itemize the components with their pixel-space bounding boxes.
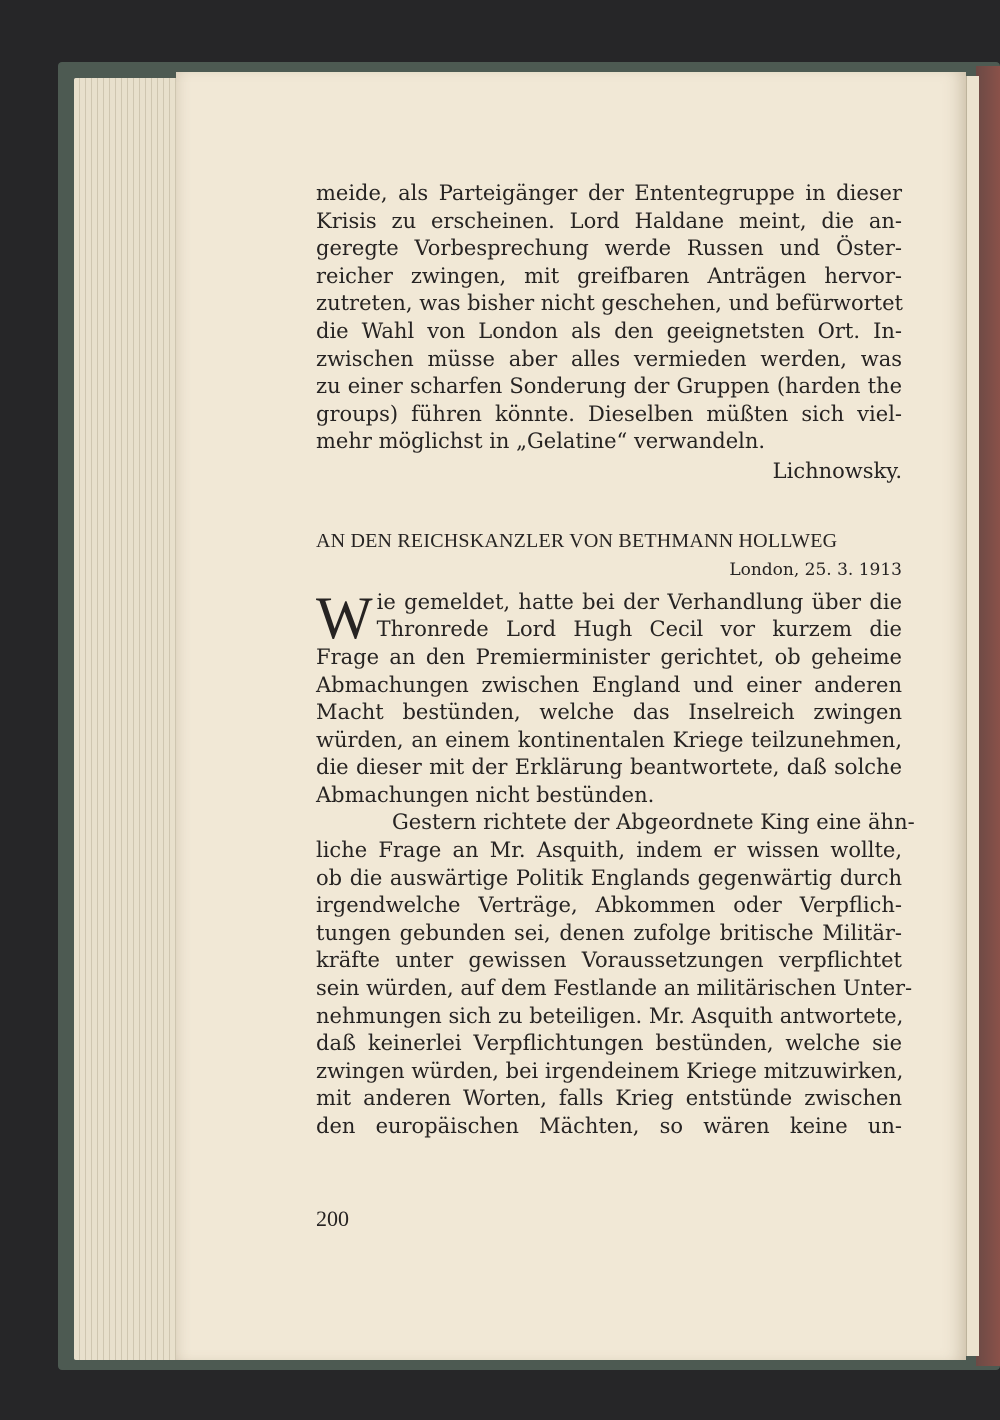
- page-gutter: [966, 76, 979, 1356]
- paragraph-1: [316, 180, 902, 456]
- text-line: groups) führen könnte. Dieselben müßten sich viel-: [316, 401, 902, 426]
- text-line: zutreten, was bisher nicht geschehen, und befürwortet: [316, 291, 903, 316]
- text-line: ob die auswärtige Politik Englands gegenwärtig durch: [316, 865, 902, 890]
- text-line: liche Frage an Mr. Asquith, indem er wissen wollte,: [316, 838, 902, 863]
- text-line: daß keinerlei Verpflichtungen bestünden, welche sie: [316, 1031, 902, 1056]
- text-line: tungen gebunden sei, denen zufolge britische Militär-: [316, 920, 902, 945]
- text-line: zu einer scharfen Sonderung der Gruppen (harden the: [316, 374, 902, 399]
- text-line: zwingen würden, bei irgendeinem Kriege mitzuwirken,: [316, 1058, 904, 1083]
- text-line: würden, an einem kontinentalen Kriege teilzunehmen,: [316, 727, 902, 752]
- text-line: die Wahl von London als den geeignetsten Ort. In-: [316, 318, 902, 343]
- text-line: nehmungen sich zu beteiligen. Mr. Asquith antwortete,: [316, 1003, 904, 1028]
- text-line: meide, als Parteigänger der Ententegruppe in dieser: [316, 181, 902, 205]
- text-line: geregte Vorbesprechung werde Russen und Öster-: [316, 236, 902, 261]
- page-number: 200: [316, 1206, 349, 1231]
- text-line: sein würden, auf dem Festlande an militärischen Unter-: [316, 976, 913, 1001]
- text-line: Abmachungen zwischen England und einer anderen: [316, 672, 902, 697]
- text-line: zwischen müsse aber alles vermieden werden, was: [316, 346, 902, 371]
- text-line: mehr möglichst in „Gelatine“ verwandeln.: [316, 429, 766, 454]
- text-line: den europäischen Mächten, so wären keine un-: [316, 1114, 902, 1138]
- paragraph-3: [316, 809, 915, 1140]
- dateline: London, 25. 3. 1913: [729, 560, 902, 581]
- paragraph-2: [316, 584, 902, 810]
- text-line: reicher zwingen, mit greifbaren Anträgen hervor-: [316, 263, 902, 288]
- signature: Lichnowsky.: [772, 458, 902, 483]
- text-line: Krisis zu erscheinen. Lord Haldane meint, die an-: [316, 208, 902, 233]
- text-line: Thronrede Lord Hugh Cecil vor kurzem die: [376, 617, 902, 642]
- text-line: irgendwelche Verträge, Abkommen oder Verpflich-: [316, 893, 902, 918]
- text-line: Macht bestünden, welche das Inselreich zwingen: [316, 700, 902, 725]
- text-line: die dieser mit der Erklärung beantwortete, daß solche: [316, 755, 902, 780]
- text-line: Gestern richtete der Abgeordnete King eine ähn-: [392, 810, 915, 835]
- book-cover-edge: [976, 66, 1000, 1366]
- text-line: ie gemeldet, hatte bei der Verhandlung über die: [376, 589, 902, 614]
- text-line: Frage an den Premierminister gerichtet, ob geheime: [316, 644, 902, 669]
- page-text: [316, 180, 915, 1141]
- drop-cap: W: [316, 584, 373, 651]
- text-line: kräfte unter gewissen Voraussetzungen verpflichtet: [316, 948, 902, 973]
- text-line: mit anderen Worten, falls Krieg entstünde zwischen: [316, 1086, 902, 1111]
- letter-heading: AN DEN REICHSKANZLER VON BETHMANN HOLLWEG: [316, 529, 838, 552]
- text-line: Abmachungen nicht bestünden.: [316, 782, 655, 807]
